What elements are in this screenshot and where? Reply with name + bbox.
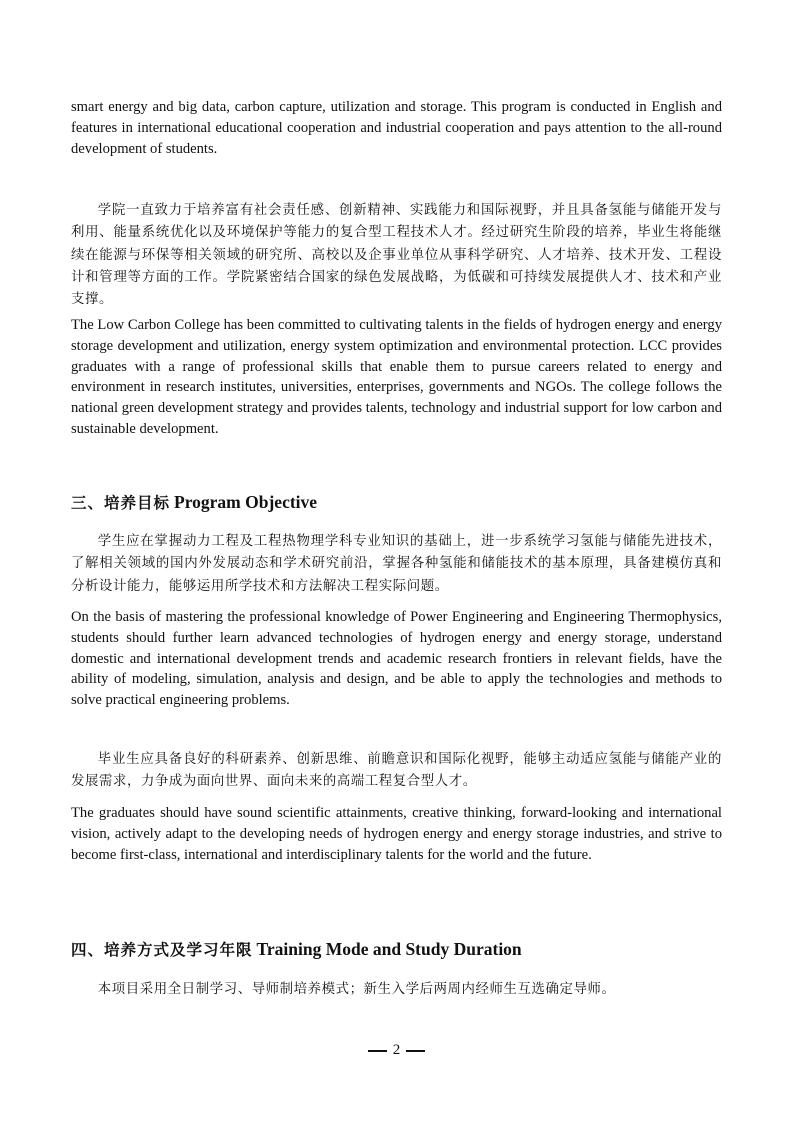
page-number — [0, 1042, 793, 1059]
page-number-value: 2 — [392, 1042, 401, 1058]
objective-chinese-paragraph-1: 学生应在掌握动力工程及工程热物理学科专业知识的基础上，进一步系统学习氢能与储能先进技术，了解相关领域的国内外发展动态和学术研究前沿，掌握各种氢能和储能技术的基本原理，具备建模仿真和分析设计能力，能够运用所学技术和方法解决工程实际问题。 — [71, 534, 722, 594]
training-mode-chinese-paragraph: 本项目采用全日制学习、导师制培养模式；新生入学后两周内经师生互选确定导师。 — [97, 982, 616, 997]
page-number-left-dash — [368, 1050, 387, 1052]
college-english-paragraph: The Low Carbon College has been committed to cultivating talents in the fields of hydrogen energy and energy storage development and utilization, energy system optimization and environmental protection. LCC provides graduates with a range of professional skills that enable them to pursue careers related to energy and environment in research institutes, universities, enterprises, governments and NGOs. The college follows the national green development strategy and provides talents, technology and industrial support for low carbon and sustainable development. — [71, 317, 722, 437]
objective-english-paragraph-2: The graduates should have sound scientific attainments, creative thinking, forward-looking and international vision, actively adapt to the developing needs of hydrogen energy and energy storage industries, and strive to become first-class, international and interdisciplinary talents for the world and the future. — [71, 805, 722, 863]
intro-english-continuation: smart energy and big data, carbon capture, utilization and storage. This program is conducted in English and features in international educational cooperation and industrial cooperation and pays attention to the all-round development of students. — [71, 99, 722, 157]
section3-title-chinese: 三、培养目标 — [71, 494, 171, 512]
section4-title-english: Training Mode and Study Duration — [256, 939, 522, 959]
college-chinese-paragraph: 学院一直致力于培养富有社会责任感、创新精神、实践能力和国际视野，并且具备氢能与储能开发与利用、能量系统优化以及环境保护等能力的复合型工程技术人才。经过研究生阶段的培养，毕业生将能继续在能源与环保等相关领域的研究所、高校以及企事业单位从事科学研究、人才培养、技术开发、工程设计和管理等方面的工作。学院紧密结合国家的绿色发展战略，为低碳和可持续发展提供人才、技术和产业支撑。 — [71, 203, 722, 308]
section-heading-program-objective — [71, 490, 722, 515]
objective-english-paragraph-1: On the basis of mastering the professional knowledge of Power Engineering and Engineering Thermophysics, students should further learn advanced technologies of hydrogen energy and energy storage, understand domestic and international development trends and academic research frontiers in relevant fields, have the ability of modeling, simulation, analysis and design, and be able to apply the technologies and methods to solve practical engineering problems. — [71, 609, 722, 709]
section3-title-english: Program Objective — [174, 492, 318, 512]
objective-chinese-paragraph-2: 毕业生应具备良好的科研素养、创新思维、前瞻意识和国际化视野，能够主动适应氢能与储能产业的发展需求，力争成为面向世界、面向未来的高端工程复合型人才。 — [71, 752, 722, 790]
page-number-right-dash — [406, 1050, 425, 1052]
section-heading-training-mode — [71, 937, 722, 962]
section4-title-chinese: 四、培养方式及学习年限 — [71, 941, 253, 959]
